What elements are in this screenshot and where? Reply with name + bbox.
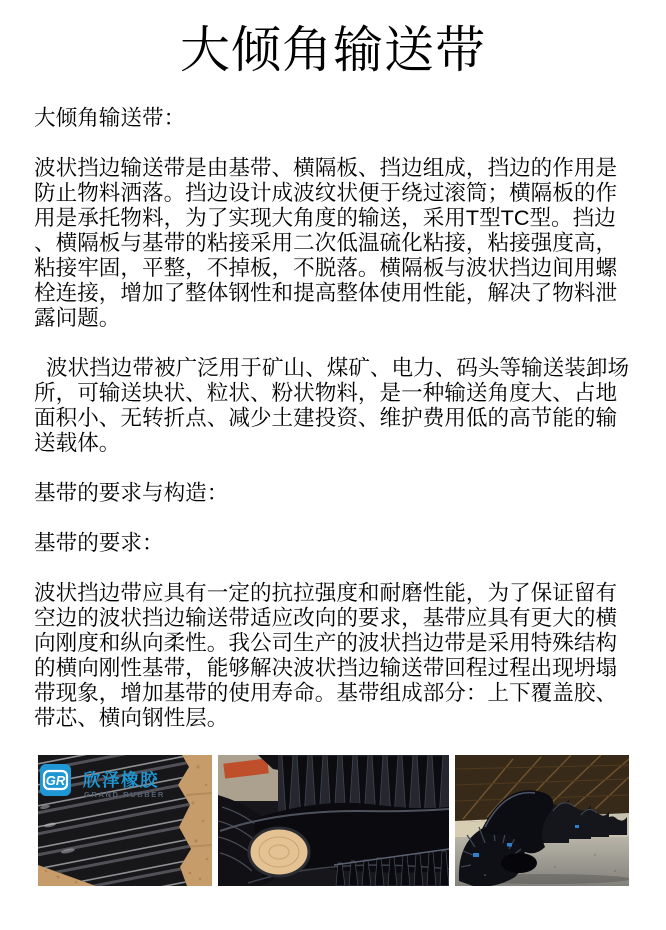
product-photo-gallery	[38, 755, 632, 886]
brand-monogram: GR	[45, 773, 66, 788]
photo-sidewall-belt-closeup	[38, 755, 212, 886]
brand-name-cn: 欣泽橡胶	[83, 770, 159, 790]
photo-sidewall-belt-loop	[218, 755, 449, 886]
section-label-base-belt-structure: 基带的要求与构造：	[34, 480, 229, 505]
paragraph-belt-applications: 波状挡边带被广泛用于矿山、煤矿、电力、码头等输送装卸场所，可输送块状、粒状、粉状物料，是一种输送角度大、占地面积小、无转折点、减少土建投资、维护费用低的高节能的输送载体。	[34, 355, 630, 455]
page-title: 大倾角输送带	[180, 22, 486, 78]
section-label-intro: 大倾角输送带：	[34, 105, 186, 130]
paragraph-belt-composition: 波状挡边输送带是由基带、横隔板、挡边组成，挡边的作用是防止物料洒落。挡边设计成波纹状便于绕过滚筒；横隔板的作用是承托物料，为了实现大角度的输送，采用T型TC型。挡边、横隔板与基带的粘接采用二次低温硫化粘接，粘接强度高，粘接牢固，平整，不掉板，不脱落。横隔板与波状挡边间用螺栓连接，增加了整体钢性和提高整体使用性能，解决了物料泄露问题。	[34, 155, 618, 330]
brand-logo	[40, 764, 165, 799]
photo-sidewall-belts-factory-row	[455, 755, 629, 886]
brand-name-en: GRAND RUBBER	[84, 790, 165, 799]
paragraph-base-belt-details: 波状挡边带应具有一定的抗拉强度和耐磨性能，为了保证留有空边的波状挡边输送带适应改向的要求，基带应具有更大的横向刚度和纵向柔性。我公司生产的波状挡边带是采用特殊结构的横向刚性基带，能够解决波状挡边输送带回程过程出现坍塌带现象，增加基带的使用寿命。基带组成部分：上下覆盖胶、带芯、横向钢性层。	[34, 580, 618, 730]
section-label-base-belt-requirements: 基带的要求：	[34, 530, 164, 555]
